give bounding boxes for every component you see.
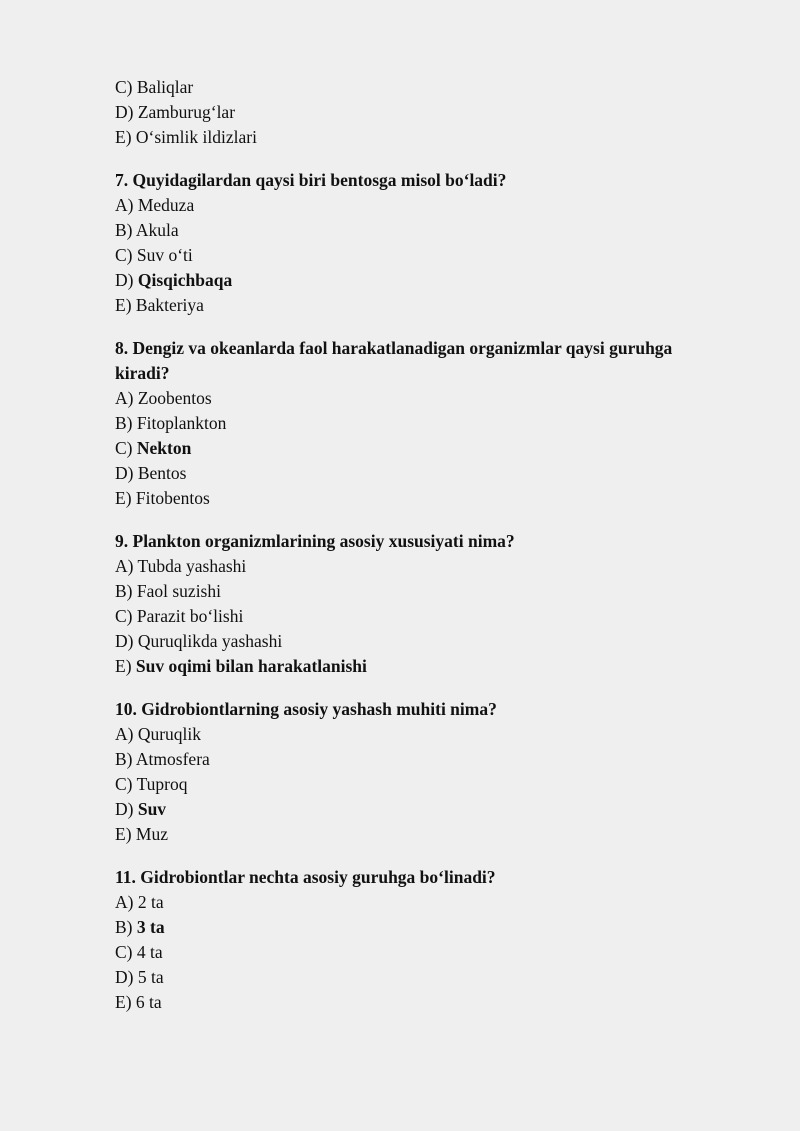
question-block: [115, 336, 720, 511]
option-letter: B): [115, 917, 133, 937]
question-title: 10. Gidrobiontlarning asosiy yashash muhiti nima?: [115, 699, 497, 719]
question-block: [115, 865, 720, 1015]
correct-answer-text: Qisqichbaqa: [137, 270, 233, 290]
question-title: 7. Quyidagilardan qaysi biri bentosga misol bo‘ladi?: [115, 170, 507, 190]
option-item: [115, 579, 720, 604]
option-letter: D): [115, 631, 134, 651]
option-item: [115, 386, 720, 411]
option-text: Parazit bo‘lishi: [136, 606, 244, 626]
option-text: O‘simlik ildizlari: [135, 127, 257, 147]
option-text: Quruqlik: [137, 724, 202, 744]
option-item: [115, 125, 720, 150]
option-text: Tubda yashashi: [137, 556, 247, 576]
option-letter: C): [115, 77, 133, 97]
correct-answer-text: Suv oqimi bilan harakatlanishi: [135, 656, 367, 676]
option-text: Tuproq: [136, 774, 188, 794]
option-item: [115, 890, 720, 915]
option-letter: E): [115, 656, 132, 676]
option-text: Quruqlikda yashashi: [137, 631, 283, 651]
option-text: 2 ta: [137, 892, 164, 912]
option-item-correct: [115, 268, 720, 293]
option-letter: C): [115, 438, 133, 458]
option-text: Faol suzishi: [136, 581, 221, 601]
option-item: [115, 940, 720, 965]
question-block: [115, 168, 720, 318]
option-letter: D): [115, 799, 134, 819]
option-letter: A): [115, 195, 134, 215]
option-letter: B): [115, 413, 133, 433]
option-letter: A): [115, 892, 134, 912]
option-letter: C): [115, 606, 133, 626]
option-item: [115, 604, 720, 629]
option-item: [115, 965, 720, 990]
option-item: [115, 747, 720, 772]
option-letter: C): [115, 942, 133, 962]
option-text: Akula: [135, 220, 179, 240]
option-text: Fitoplankton: [136, 413, 227, 433]
option-letter: E): [115, 992, 132, 1012]
option-item: [115, 461, 720, 486]
option-item: [115, 293, 720, 318]
correct-answer-text: Suv: [137, 799, 167, 819]
option-item: [115, 75, 720, 100]
option-text: Baliqlar: [136, 77, 194, 97]
option-text: 5 ta: [137, 967, 164, 987]
option-letter: E): [115, 824, 132, 844]
question-block: [115, 529, 720, 679]
option-text: Zoobentos: [137, 388, 212, 408]
option-item: [115, 822, 720, 847]
option-letter: E): [115, 295, 132, 315]
option-text: Bentos: [137, 463, 187, 483]
correct-answer-text: Nekton: [136, 438, 192, 458]
option-letter: E): [115, 127, 132, 147]
continued-options: [115, 75, 720, 150]
option-text: Atmosfera: [135, 749, 210, 769]
question-title: 11. Gidrobiontlar nechta asosiy guruhga bo‘linadi?: [115, 867, 496, 887]
question-title: 9. Plankton organizmlarining asosiy xususiyati nima?: [115, 531, 515, 551]
option-item: [115, 218, 720, 243]
option-item: [115, 411, 720, 436]
option-letter: C): [115, 774, 133, 794]
option-text: 6 ta: [135, 992, 162, 1012]
option-item-correct: [115, 654, 720, 679]
option-letter: D): [115, 463, 134, 483]
option-text: Zamburug‘lar: [137, 102, 236, 122]
correct-answer-text: 3 ta: [136, 917, 165, 937]
option-text: Meduza: [137, 195, 195, 215]
option-item: [115, 100, 720, 125]
option-item-correct: [115, 915, 720, 940]
option-letter: B): [115, 220, 133, 240]
option-letter: B): [115, 749, 133, 769]
option-text: 4 ta: [136, 942, 163, 962]
option-letter: C): [115, 245, 133, 265]
option-letter: A): [115, 724, 134, 744]
option-item: [115, 629, 720, 654]
option-item: [115, 243, 720, 268]
option-letter: D): [115, 102, 134, 122]
option-item: [115, 772, 720, 797]
option-item: [115, 193, 720, 218]
option-letter: E): [115, 488, 132, 508]
option-text: Bakteriya: [135, 295, 204, 315]
option-text: Suv o‘ti: [136, 245, 193, 265]
option-letter: D): [115, 270, 134, 290]
option-item-correct: [115, 797, 720, 822]
option-item: [115, 722, 720, 747]
option-text: Muz: [135, 824, 168, 844]
question-title: 8. Dengiz va okeanlarda faol harakatlanadigan organizmlar qaysi guruhga kiradi?: [115, 338, 673, 383]
question-block: [115, 697, 720, 847]
option-letter: A): [115, 556, 134, 576]
option-text: Fitobentos: [135, 488, 210, 508]
option-item: [115, 990, 720, 1015]
option-letter: A): [115, 388, 134, 408]
option-letter: D): [115, 967, 134, 987]
option-item: [115, 486, 720, 511]
option-item: [115, 554, 720, 579]
option-item-correct: [115, 436, 720, 461]
option-letter: B): [115, 581, 133, 601]
